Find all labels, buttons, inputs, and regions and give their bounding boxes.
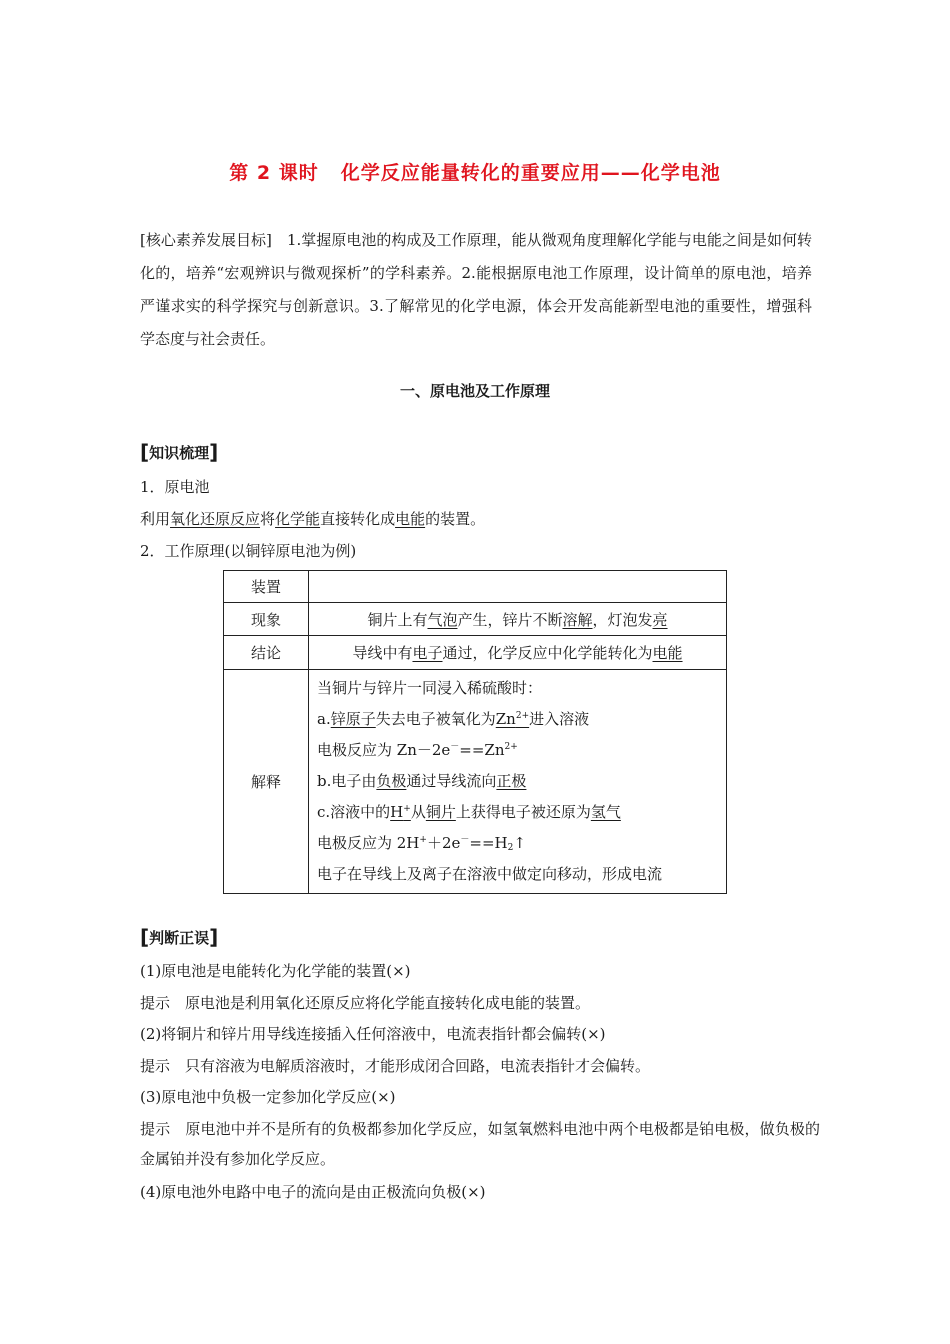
- superscript: 2+: [515, 711, 530, 721]
- text-run: Zn: [495, 710, 516, 728]
- judge-hint-2: 提示 只有溶液为电解质溶液时，才能形成闭合回路，电流表指针才会偏转。: [140, 1057, 651, 1075]
- text-run: H: [390, 803, 404, 821]
- text-run: b.电子由: [317, 772, 377, 790]
- subscript: 2: [507, 843, 514, 853]
- section-title: 一、原电池及工作原理: [399, 382, 550, 400]
- blank-answer: 化学能: [275, 510, 321, 528]
- blank-answer: 电子: [412, 644, 443, 662]
- text-run: 的装置。: [425, 510, 486, 528]
- lesson-topic: 化学反应能量转化的重要应用——化学电池: [340, 162, 721, 184]
- table-row: [224, 603, 727, 636]
- text-run: 导线中有: [352, 644, 413, 662]
- blank-answer: 锌原子: [330, 710, 376, 728]
- table-row: [224, 571, 727, 603]
- text-run: c.溶液中的: [317, 803, 391, 821]
- text-run: 从: [410, 803, 426, 821]
- text-run: ＋2e: [426, 834, 461, 852]
- row-value-phenomenon: [309, 603, 727, 636]
- blank-answer: 亮: [652, 610, 668, 629]
- text-run: a.: [317, 710, 331, 728]
- judge-question-2: (2)将铜片和锌片用导线连接插入任何溶液中，电流表指针都会偏转(×): [140, 1025, 606, 1043]
- judge-hint-3: 提示 原电池中并不是所有的负极都参加化学反应，如氢氧燃料电池中两个电极都是铂电极，做负极的金属铂并没有参加化学反应。: [140, 1120, 820, 1168]
- text-run: 将: [260, 510, 276, 528]
- working-principle-table: [223, 570, 727, 894]
- text-run: 通过，化学反应中化学能转化为: [442, 644, 653, 662]
- text-run: 通过导线流向: [406, 772, 497, 790]
- explanation-line: 电子在导线上及离子在溶液中做定向移动，形成电流: [317, 865, 663, 883]
- table-row: [224, 636, 727, 670]
- explanation-line: 当铜片与锌片一同浸入稀硫酸时：: [317, 679, 543, 697]
- judge-question-4: (4)原电池外电路中电子的流向是由正极流向负极(×): [140, 1183, 486, 1201]
- superscript: －: [450, 742, 460, 752]
- tag-bracket-close: ]: [209, 925, 219, 949]
- judge-hint-1: 提示 原电池是利用氧化还原反应将化学能直接转化成电能的装置。: [140, 994, 591, 1012]
- judge-question-3: (3)原电池中负极一定参加化学反应(×): [140, 1088, 396, 1106]
- knowledge-item2-title: 2．工作原理(以铜锌原电池为例): [140, 542, 357, 560]
- blank-answer: [390, 803, 411, 821]
- judge-tag: [140, 925, 218, 949]
- lesson-number: 第 2 课时: [229, 162, 319, 184]
- core-goals-paragraph: [核心素养发展目标] 1.掌握原电池的构成及工作原理，能从微观角度理解化学能与电能之间是如何转化的，培养“宏观辨识与微观探析”的学科素养。2.能根据原电池工作原理，设计简单的原电池，培养严谨求实的科学探究与创新意识。3.了解常见的化学电源，体会开发高能新型电池的重要性，增强科学态度与社会责任。: [140, 231, 812, 348]
- blank-answer: 氢气: [590, 803, 621, 821]
- text-run: 电极反应为 2H: [317, 834, 420, 852]
- row-key-phenomenon: 现象: [224, 603, 309, 636]
- row-value-conclusion: [309, 636, 727, 670]
- blank-answer: 溶解: [562, 610, 593, 629]
- knowledge-tag: [140, 440, 218, 464]
- tag-bracket-open: [: [140, 440, 150, 464]
- row-value-explanation: [309, 670, 727, 894]
- judge-tag-label: 判断正误: [149, 929, 210, 947]
- text-run: ==Zn: [459, 741, 505, 759]
- blank-answer: [496, 710, 529, 728]
- text-run: 上获得电子被还原为: [455, 803, 591, 821]
- row-key-explanation: 解释: [224, 670, 309, 894]
- superscript: +: [419, 835, 427, 845]
- text-run: 产生，锌片不断: [457, 610, 563, 629]
- row-key-device: 装置: [224, 571, 309, 603]
- explanation-line: [317, 766, 718, 797]
- blank-answer: 气泡: [427, 610, 458, 629]
- blank-answer: 铜片: [425, 803, 456, 821]
- text-run: ==H: [469, 834, 508, 852]
- text-run: ，灯泡发: [592, 610, 653, 629]
- knowledge-item1-definition: [140, 508, 820, 530]
- blank-answer: 电能: [395, 510, 426, 528]
- text-run: 直接转化成: [320, 510, 396, 528]
- knowledge-tag-label: 知识梳理: [149, 444, 210, 462]
- superscript: +: [403, 804, 411, 814]
- text-run: 进入溶液: [529, 710, 590, 728]
- text-run: 电极反应为 Zn－2e: [317, 741, 451, 759]
- superscript: －: [460, 835, 470, 845]
- text-run: 失去电子被氧化为: [375, 710, 496, 728]
- blank-answer: 氧化还原反应: [170, 510, 261, 528]
- text-run: ↑: [513, 834, 526, 852]
- table-row: [224, 670, 727, 894]
- row-key-conclusion: 结论: [224, 636, 309, 670]
- blank-answer: 负极: [376, 772, 407, 790]
- superscript: 2+: [504, 742, 518, 752]
- row-value-device: [309, 571, 727, 603]
- page-title: [0, 158, 950, 185]
- text-run: 铜片上有: [367, 610, 428, 629]
- explanation-line: [317, 828, 718, 859]
- explanation-line: [317, 704, 718, 735]
- tag-bracket-close: ]: [209, 440, 219, 464]
- explanation-line: [317, 735, 718, 766]
- judge-question-1: (1)原电池是电能转化为化学能的装置(×): [140, 962, 411, 980]
- text-run: 利用: [140, 510, 171, 528]
- knowledge-item1-title: 1．原电池: [140, 478, 210, 496]
- blank-answer: 正极: [496, 772, 527, 790]
- blank-answer: 电能: [652, 644, 683, 662]
- tag-bracket-open: [: [140, 925, 150, 949]
- explanation-line: [317, 797, 718, 828]
